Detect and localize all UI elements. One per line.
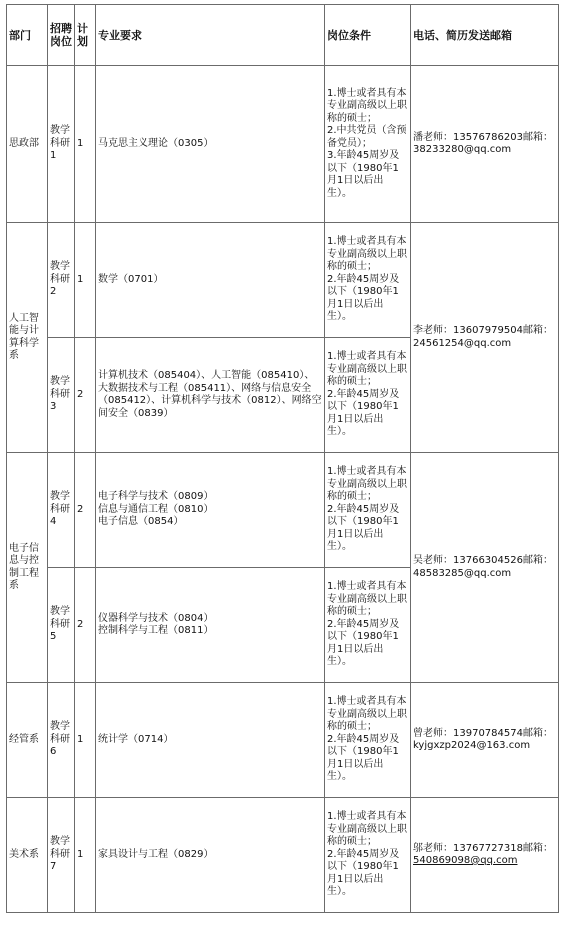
plan-cell: 2: [75, 568, 96, 683]
table-header-row: [7, 5, 559, 66]
contact-cell: [411, 798, 559, 913]
contact-cell: 曾老师：13970784574邮箱：kyjgxzp2024@163.com: [411, 683, 559, 798]
major-item: 控制科学与工程（0811）: [98, 625, 214, 636]
condition-item: 3.年龄45周岁及以下（1980年1月1日以后出生）。: [327, 150, 400, 199]
condition-item: 2.中共党员（含预备党员）；: [327, 125, 407, 149]
header-contact: 电话、简历发送邮箱: [411, 5, 559, 66]
condition-item: 1.博士或者具有本专业副高级以上职称的硕士；: [327, 581, 407, 618]
major-cell: [96, 66, 325, 223]
header-dept: 部门: [7, 5, 48, 66]
major-cell: [96, 453, 325, 568]
plan-cell: 1: [75, 683, 96, 798]
major-item: 马克思主义理论（0305）: [98, 137, 214, 149]
conditions-cell: [325, 66, 411, 223]
condition-item: 2.年龄45周岁及以下（1980年1月1日以后出生）。: [327, 618, 400, 668]
condition-item: 1.博士或者具有本专业副高级以上职称的硕士；: [327, 811, 407, 848]
contact-cell: 吴老师：13766304526邮箱：48583285@qq.com: [411, 453, 559, 683]
plan-cell: 2: [75, 453, 96, 568]
conditions-cell: [325, 338, 411, 453]
recruitment-table: [6, 4, 559, 913]
dept-cell: 经管系: [7, 683, 48, 798]
conditions-cell: [325, 798, 411, 913]
major-item: 电子科学与技术（0809）: [98, 491, 214, 503]
major-item: 电子信息（0854）: [98, 516, 184, 528]
condition-item: 2.年龄45周岁及以下（1980年1月1日以后出生）。: [327, 273, 400, 323]
conditions-cell: [325, 568, 411, 683]
major-cell: [96, 798, 325, 913]
major-cell: [96, 683, 325, 798]
table-row: [7, 66, 559, 223]
post-cell: 教学科研2: [48, 223, 75, 338]
major-cell: [96, 223, 325, 338]
plan-cell: 2: [75, 338, 96, 453]
condition-item: 2.年龄45周岁及以下（1980年1月1日以后出生）。: [327, 848, 400, 898]
header-plan: 计划: [75, 5, 96, 66]
post-cell: 教学科研1: [48, 66, 75, 223]
condition-item: 1.博士或者具有本专业副高级以上职称的硕士；: [327, 696, 407, 733]
condition-item: 2.年龄45周岁及以下（1980年1月1日以后出生）。: [327, 503, 400, 553]
condition-item: 1.博士或者具有本专业副高级以上职称的硕士；: [327, 236, 407, 273]
dept-cell: 电子信息与控制工程系: [7, 453, 48, 683]
post-cell: 教学科研6: [48, 683, 75, 798]
condition-item: 2.年龄45周岁及以下（1980年1月1日以后出生）。: [327, 733, 400, 783]
post-cell: 教学科研4: [48, 453, 75, 568]
table-row: [7, 453, 559, 568]
plan-cell: 1: [75, 798, 96, 913]
dept-cell: 美术系: [7, 798, 48, 913]
major-item: 信息与通信工程（0810）: [98, 503, 214, 515]
condition-item: 1.博士或者具有本专业副高级以上职称的硕士；: [327, 466, 407, 503]
post-cell: 教学科研7: [48, 798, 75, 913]
contact-cell: 李老师：13607979504邮箱：24561254@qq.com: [411, 223, 559, 453]
major-item: 家具设计与工程（0829）: [98, 848, 214, 860]
table-row: [7, 798, 559, 913]
table-row: [7, 683, 559, 798]
condition-item: 2.年龄45周岁及以下（1980年1月1日以后出生）。: [327, 388, 400, 438]
condition-item: 1.博士或者具有本专业副高级以上职称的硕士；: [327, 87, 407, 124]
major-item: 计算机技术（085404）、人工智能（085410）、大数据技术与工程（085411）、网络与信息安全（085412）、计算机科学与技术（0812）、网络空间安全（0839）: [98, 370, 322, 419]
post-cell: 教学科研5: [48, 568, 75, 683]
conditions-cell: [325, 453, 411, 568]
condition-item: 1.博士或者具有本专业副高级以上职称的硕士；: [327, 351, 407, 388]
contact-text: 邬老师：13767727318邮箱：: [413, 842, 553, 854]
major-item: 统计学（0714）: [98, 733, 174, 745]
plan-cell: 1: [75, 66, 96, 223]
header-major: 专业要求: [96, 5, 325, 66]
dept-cell: 思政部: [7, 66, 48, 223]
major-item: 数学（0701）: [98, 273, 164, 285]
major-cell: [96, 338, 325, 453]
table-row: [7, 223, 559, 338]
dept-cell: 人工智能与计算科学系: [7, 223, 48, 453]
plan-cell: 1: [75, 223, 96, 338]
post-cell: 教学科研3: [48, 338, 75, 453]
conditions-cell: [325, 223, 411, 338]
major-cell: [96, 568, 325, 683]
contact-cell: 潘老师：13576786203邮箱：38233280@qq.com: [411, 66, 559, 223]
major-item: 仪器科学与技术（0804）: [98, 612, 214, 624]
email-link[interactable]: 540869098@qq.com: [413, 855, 518, 866]
header-post: 招聘岗位: [48, 5, 75, 66]
header-conditions: 岗位条件: [325, 5, 411, 66]
conditions-cell: [325, 683, 411, 798]
